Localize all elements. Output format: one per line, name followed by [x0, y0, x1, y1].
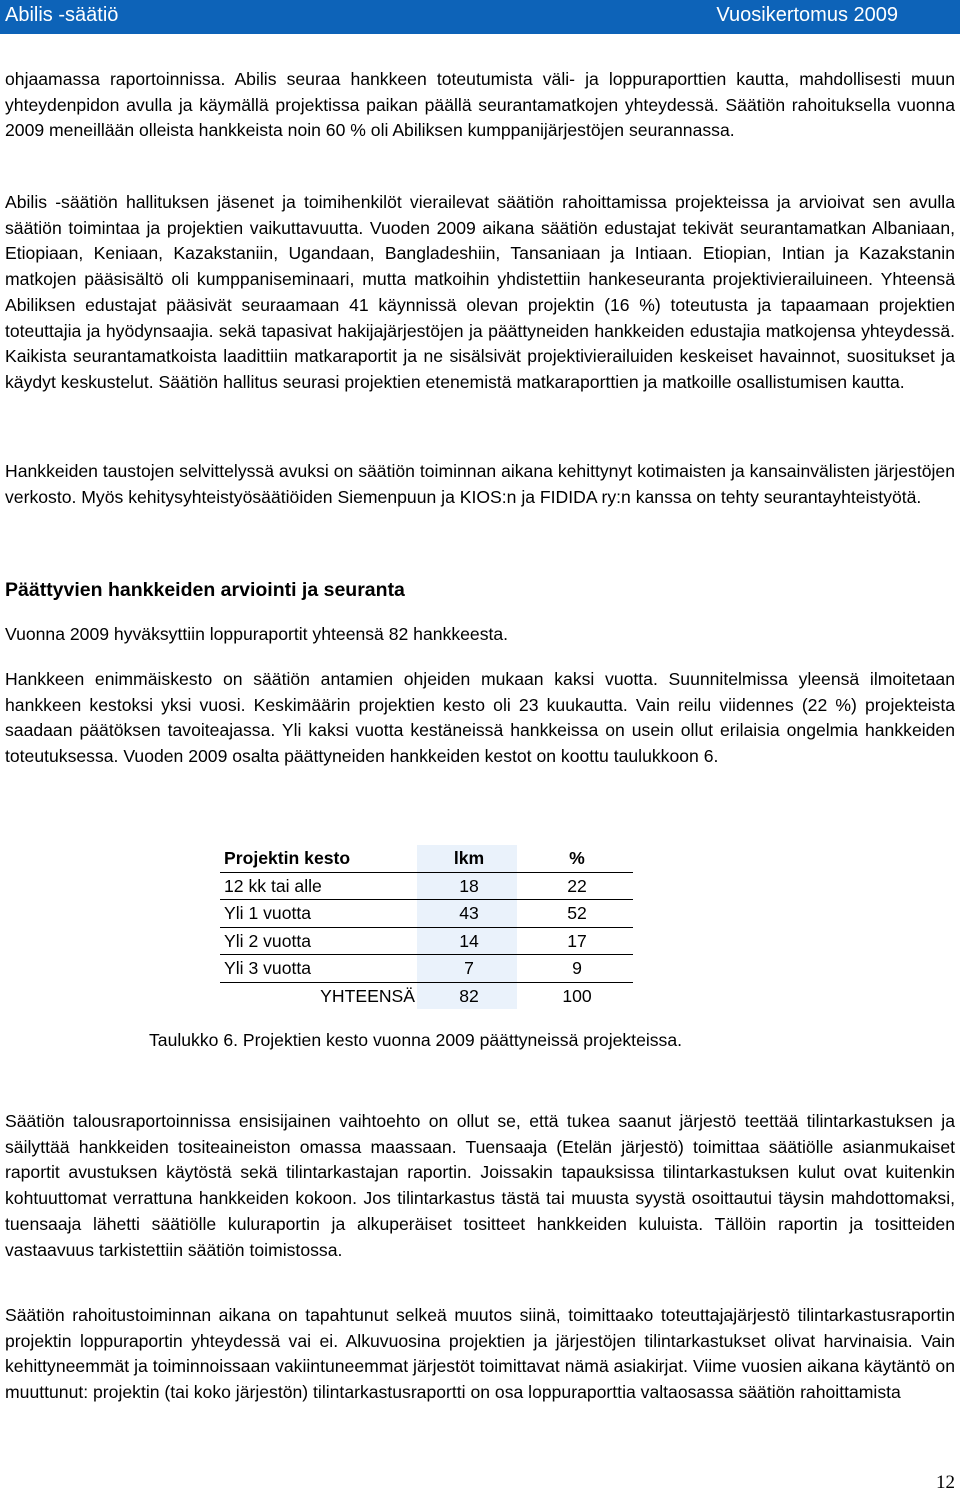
- duration-table: [220, 845, 633, 1009]
- table-row: [220, 927, 633, 955]
- header-organization: Abilis -säätiö: [5, 4, 119, 26]
- table-cell: 52: [517, 900, 633, 928]
- table-header-cell: lkm: [417, 845, 517, 872]
- table-total-label: YHTEENSÄ: [320, 985, 415, 1006]
- table-row: [220, 872, 633, 900]
- table-cell: 14: [417, 927, 517, 955]
- table-header-cell: Projektin kesto: [220, 845, 417, 872]
- table-header-cell: %: [517, 845, 633, 872]
- header-report-title: Vuosikertomus 2009: [716, 4, 898, 26]
- page-number: 12: [936, 1472, 955, 1493]
- table-cell: 7: [417, 955, 517, 983]
- paragraph-monitoring: ohjaamassa raportoinnissa. Abilis seuraa hankkeen toteutumista väli- ja loppuraporttien kautta, mahdollisesti muun yhteydenpidon avulla ja käymällä projektissa paikan päällä seurantamatkojen yhteydessä. Säätiön rahoituksella vuonna 2009 meneillään olleista hankkeista noin 60 % oli Abiliksen kumppanijärjestöjen seurannassa.: [5, 69, 955, 141]
- table-total-row: [220, 982, 633, 1009]
- table-cell: 22: [517, 872, 633, 900]
- table-cell: 12 kk tai alle: [220, 872, 417, 900]
- table-total-count: 82: [417, 982, 517, 1009]
- paragraph-project-duration: Hankkeen enimmäiskesto on säätiön antamien ohjeiden mukaan kaksi vuotta. Suunnitelmissa yleensä ilmoitetaan hankkeen kestoksi yksi vuosi. Keskimäärin projektien kesto oli 23 kuukautta. Vain reilu viidennes (22 %) projekteista saadaan päätöksen tavoiteajassa. Yli kaksi vuotta kestäneissä hankkeissa on usein ollut erilaisia ongelmia hankkeiden toteutuksessa. Vuoden 2009 osalta päättyneiden hankkeiden kestot on koottu taulukkoon 6.: [5, 669, 955, 767]
- table-total-percent: 100: [562, 985, 592, 1006]
- table-cell: Yli 2 vuotta: [220, 927, 417, 955]
- table-caption: Taulukko 6. Projektien kesto vuonna 2009 päättyneissä projekteissa.: [149, 1030, 683, 1050]
- table-cell: Yli 1 vuotta: [220, 900, 417, 928]
- section-heading: Päättyvien hankkeiden arviointi ja seuranta: [5, 579, 405, 601]
- table-header-row: [220, 845, 633, 872]
- paragraph-network: Hankkeiden taustojen selvittelyssä avuksi on säätiön toiminnan aikana kehittynyt kotimaisten ja kansainvälisten järjestöjen verkosto. Myös kehitysyhteistyösäätiöiden Siemenpuun ja KIOS:n ja FIDIDA ry:n kanssa on tehty seurantayhteistyötä.: [5, 461, 955, 507]
- table-row: [220, 900, 633, 928]
- table-cell: Yli 3 vuotta: [220, 955, 417, 983]
- paragraph-financial-reporting: Säätiön talousraportoinnissa ensisijainen vaihtoehto on ollut se, että tukea saanut järjestö teettää tilintarkastuksen ja säilyttää hankkeiden tositeaineiston omassa maassaan. Tuensaaja (Etelän järjestö) toimittaa säätiölle asianmukaiset raportit avustuksen käytöstä sekä tilintarkastajan raportin. Joissakin tapauksissa tilintarkastuksen kulut ovat kuitenkin kohtuuttomat verrattuna hankkeiden kokoon. Jos tilintarkastus tästä tai muusta syystä osoittautui täysin mahdottomaksi, tuensaaja lähetti säätiölle kuluraportin ja alkuperäiset tositteet hankkeiden kuluista. Tällöin raportin ja tositteiden vastaavuus tarkistettiin säätiön toimistossa.: [5, 1111, 955, 1260]
- paragraph-final-reports: Vuonna 2009 hyväksyttiin loppuraportit yhteensä 82 hankkeesta.: [5, 624, 509, 644]
- table-cell: 9: [517, 955, 633, 983]
- paragraph-audit-changes: Säätiön rahoitustoiminnan aikana on tapahtunut selkeä muutos siinä, toimittaako toteuttajajärjestö tilintarkastusraportin projektin loppuraportin yhteydessä vai ei. Alkuvuosina projektien ja järjestöjen tilintarkastukset olivat harvinaisia. Vain kehittyneemmät ja toiminnoissaan vakiintuneemmat järjestöt toimittavat nämä asiakirjat. Viime vuosien aikana käytäntö on muuttunut: projektin (tai koko järjestön) tilintarkastusraportti on osa loppuraporttia valtaosassa säätiön rahoittamista: [5, 1305, 955, 1403]
- table-cell: 43: [417, 900, 517, 928]
- table-row: [220, 955, 633, 983]
- paragraph-site-visits: Abilis -säätiön hallituksen jäsenet ja toimihenkilöt vierailevat säätiön rahoittamissa projekteissa ja arvioivat sen avulla säätiön toimintaa ja projektien vaikuttavuutta. Vuoden 2009 aikana säätiön edustajat tekivät seurantamatkan Albaniaan, Etiopiaan, Keniaan, Kazakstaniin, Ugandaan, Bangladeshiin, Tansaniaan ja Intiaan. Etiopian, Intian ja Kazakstanin matkojen pääsisältö oli kumppaniseminaari, mutta matkoihin yhdistettiin hankeseuranta projektivierailuineen. Yhteensä Abiliksen edustajat pääsivät seuraamaan 41 käynnissä olevan projektin (16 %) toteutusta ja tapaamaan projektien toteuttajia ja hyödynsaajia. sekä tapasivat hakijajärjestöjen ja päättyneiden hankkeiden edustajia matkojensa yhteydessä. Kaikista seurantamatkoista laadittiin matkaraportit ja ne sisälsivät projektivierailuiden keskeiset havainnot, suositukset ja käydyt keskustelut. Säätiön hallitus seurasi projektien etenemistä matkaraporttien ja matkoille osallistumisen kautta.: [5, 192, 955, 392]
- table-cell: 17: [517, 927, 633, 955]
- table-cell: 18: [417, 872, 517, 900]
- page-header: [0, 0, 960, 34]
